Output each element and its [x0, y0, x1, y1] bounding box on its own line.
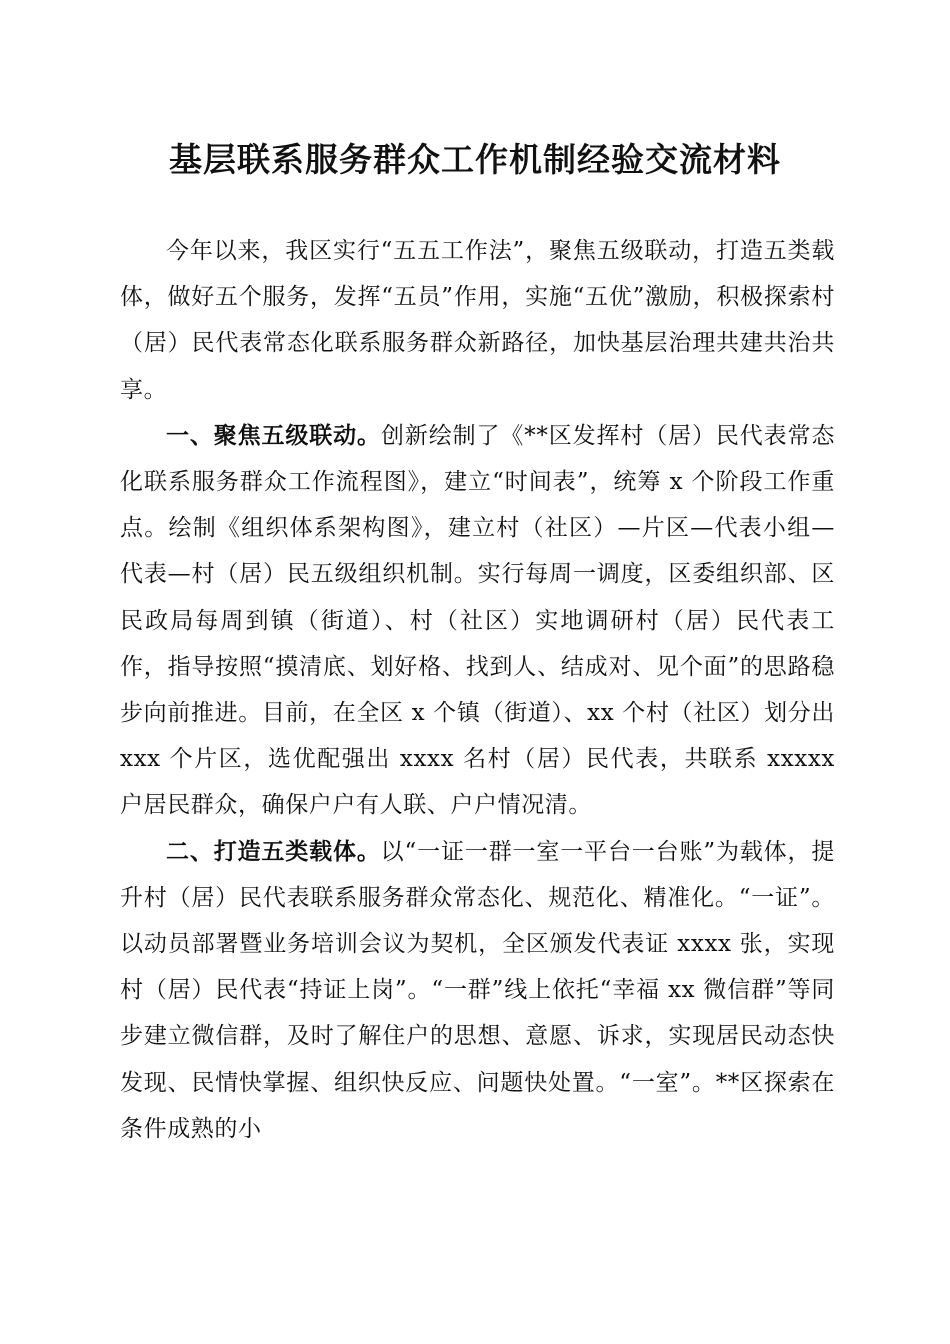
document-title: 基层联系服务群众工作机制经验交流材料: [169, 140, 781, 179]
paragraph-text: 以“一证一群一室一平台一台账”为载体，提升村（居）民代表联系服务群众常态化、规范化、精准化。“一证”。以动员部署暨业务培训会议为契机，全区颁发代表证 xxxx 张，实现村（居）民代表“持证上岗”。“一群”线上依托“幸福 xx 微信群”等同步建立微信群，及时了解住户的思想、意愿、诉求，实现居民动态快发现、民情快掌握、组织快反应、问题快处置。“一室”。**区探索在条件成熟的小: [120, 838, 835, 1142]
document-body: [120, 228, 835, 1152]
paragraph-intro: [120, 228, 835, 413]
paragraph-text: 今年以来，我区实行“五五工作法”，聚焦五级联动，打造五类载体，做好五个服务，发挥“五员”作用，实施“五优”激励，积极探索村（居）民代表常态化联系服务群众新路径，加快基层治理共建共治共享。: [120, 238, 835, 403]
paragraph-heading: 二、打造五类载体。: [166, 837, 381, 865]
paragraph-heading: 一、聚焦五级联动。: [166, 421, 381, 449]
paragraph-text: 创新绘制了《**区发挥村（居）民代表常态化联系服务群众工作流程图》，建立“时间表”，统筹 x 个阶段工作重点。绘制《组织体系架构图》，建立村（社区）—片区—代表小组—代表—村（居）民五级组织机制。实行每周一调度，区委组织部、区民政局每周到镇（街道）、村（社区）实地调研村（居）民代表工作，指导按照“摸清底、划好格、找到人、结成对、见个面”的思路稳步向前推进。目前，在全区 x 个镇（街道）、xx 个村（社区）划分出 xxx 个片区，选优配强出 xxxx 名村（居）民代表，共联系 xxxxx 户居民群众，确保户户有人联、户户情况清。: [120, 422, 835, 819]
paragraph-section-2: [120, 829, 835, 1152]
paragraph-section-1: [120, 413, 835, 829]
